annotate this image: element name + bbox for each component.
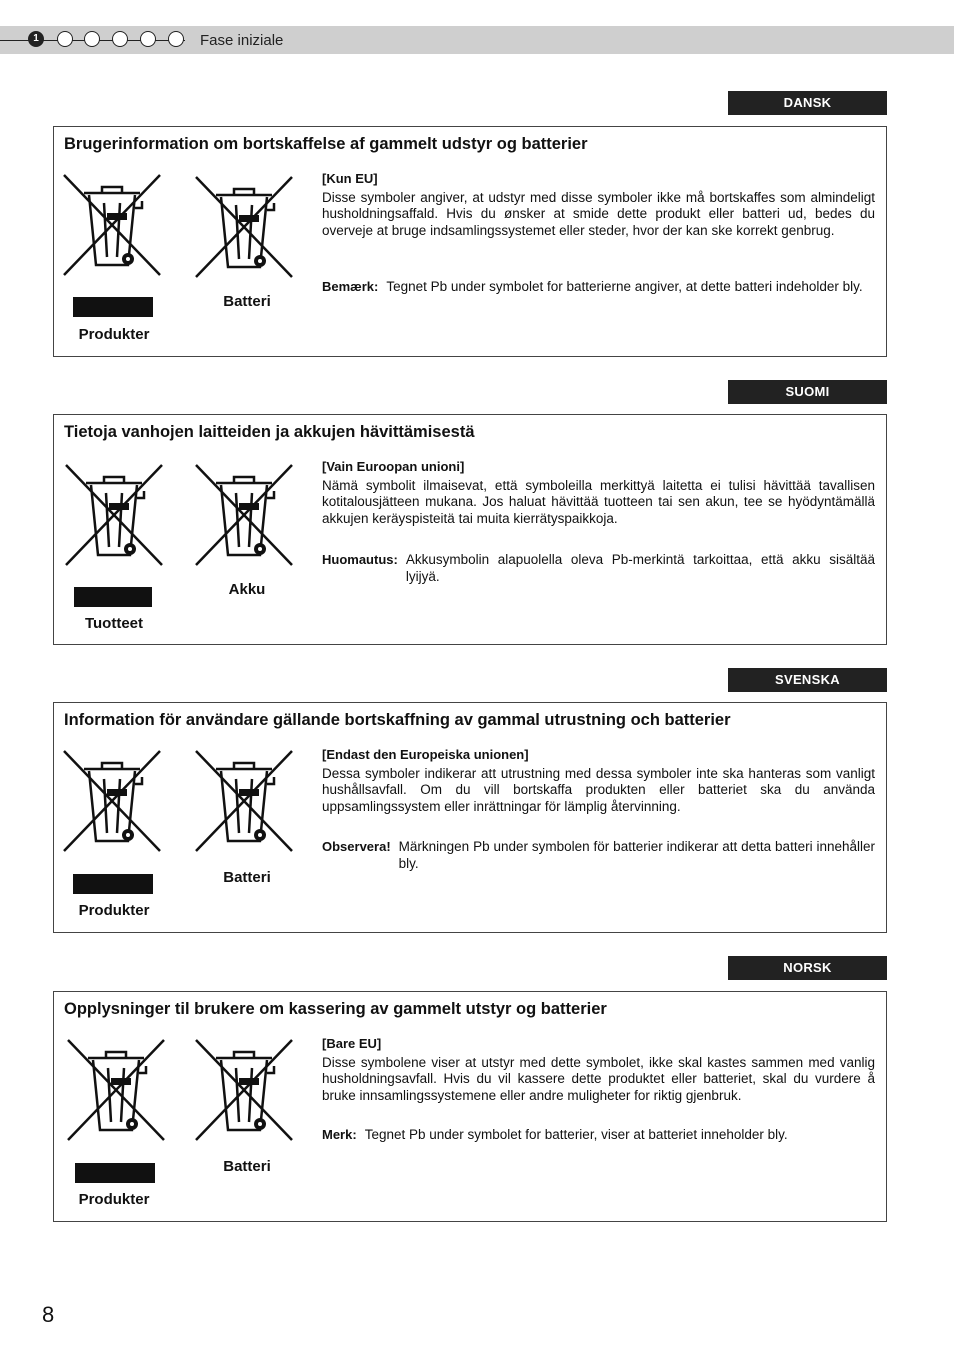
section-title: Tietoja vanhojen laitteiden ja akkujen hävittämisestä — [64, 423, 475, 441]
body-text: Disse symbolene viser at utstyr med dette symbolet, ikke skal kastes sammen med vanlig husholdningsavfall. Hvis du vil kassere dette produktet eller batteriet, skal du vurdere å bruke innsamlingssystemene eller andre muligheter for riktig gjenbruk. — [322, 1054, 875, 1103]
product-marking-bar — [73, 297, 153, 317]
page-number: 8 — [42, 1302, 55, 1327]
region-heading: [Vain Euroopan unioni] — [322, 459, 465, 474]
info-text — [322, 1036, 875, 1104]
language-tab-dansk: DANSK — [728, 91, 887, 115]
crossed-bin-products-icon — [66, 1038, 166, 1143]
header-bar — [0, 26, 954, 54]
battery-caption: Batteri — [223, 869, 271, 886]
note-label: Huomautus: — [322, 552, 398, 567]
section-label: Fase iniziale — [200, 32, 284, 49]
info-text — [322, 171, 875, 239]
battery-caption: Batteri — [223, 293, 271, 310]
info-text — [322, 459, 875, 527]
language-tab-norsk: NORSK — [728, 956, 887, 980]
note-label: Merk: — [322, 1127, 357, 1142]
products-caption: Tuotteet — [84, 615, 144, 632]
step-6-indicator — [168, 31, 184, 47]
note — [322, 839, 875, 872]
product-marking-bar — [73, 874, 153, 894]
info-box-norsk — [53, 991, 887, 1222]
crossed-bin-battery-icon — [194, 1038, 294, 1143]
region-heading: [Bare EU] — [322, 1036, 382, 1051]
products-caption: Produkter — [78, 1191, 150, 1208]
section-title: Opplysninger til brukere om kassering av gammelt utstyr og batterier — [64, 1000, 607, 1018]
crossed-bin-products-icon — [62, 749, 162, 854]
region-heading: [Endast den Europeiska unionen] — [322, 747, 529, 762]
battery-caption: Akku — [228, 581, 266, 598]
step-2-indicator — [57, 31, 73, 47]
battery-caption: Batteri — [223, 1158, 271, 1175]
note-text: Akkusymbolin alapuolella oleva Pb-merkintä tarkoittaa, että akku sisältää lyijyä. — [405, 552, 875, 584]
note-text: Tegnet Pb under symbolet for batterierne angiver, at dette batteri indeholder bly. — [386, 279, 863, 294]
step-5-indicator — [140, 31, 156, 47]
note-label: Observera! — [322, 839, 391, 854]
crossed-bin-products-icon — [64, 463, 164, 568]
body-text: Nämä symbolit ilmaisevat, että symboleilla merkittyä laitetta ei tulisi hävittää tavallisen kotitalousjätteen mukana. Jos haluat hävittää tuotteen tai sen akun, tee se hyödyntämällä akkujen keräyspisteitä tai muita kierrätyspaikkoja. — [322, 477, 875, 526]
product-marking-bar — [75, 1163, 155, 1183]
step-3-indicator — [84, 31, 100, 47]
section-title: Information för användare gällande bortskaffning av gammal utrustning och batterier — [64, 711, 731, 729]
crossed-bin-battery-icon — [194, 463, 294, 568]
products-caption: Produkter — [78, 902, 150, 919]
info-box-suomi — [53, 414, 887, 645]
step-1-indicator: 1 — [28, 31, 44, 47]
crossed-bin-products-icon — [62, 173, 162, 278]
info-box-svenska — [53, 702, 887, 933]
products-caption: Produkter — [78, 326, 150, 343]
section-title: Brugerinformation om bortskaffelse af gammelt udstyr og batterier — [64, 135, 588, 153]
note-label: Bemærk: — [322, 279, 379, 294]
body-text: Dessa symboler indikerar att utrustning med dessa symboler inte ska hanteras som vanligt hushållsavfall. Om du vill bortskaffa produkten eller batteriet ska du använda uppsamlingssystem eller inrättningar för lämplig återvinning. — [322, 765, 875, 814]
note-text: Tegnet Pb under symbolet for batterier, viser at batteriet inneholder bly. — [364, 1127, 788, 1142]
crossed-bin-battery-icon — [194, 175, 294, 280]
language-tab-svenska: SVENSKA — [728, 668, 887, 692]
note — [322, 552, 875, 585]
region-heading: [Kun EU] — [322, 171, 378, 186]
crossed-bin-battery-icon — [194, 749, 294, 854]
note-text: Märkningen Pb under symbolen för batterier indikerar att detta batteri innehåller bly. — [398, 839, 875, 871]
note — [322, 279, 875, 296]
step-4-indicator — [112, 31, 128, 47]
info-text — [322, 747, 875, 815]
language-tab-suomi: SUOMI — [728, 380, 887, 404]
body-text: Disse symboler angiver, at udstyr med disse symboler ikke må bortskaffes som almindeligt husholdningsaffald. Hvis du ønsker at smide dette produkt eller batteri ud, bedes du overveje at bruge indsamlingssystemet eller steder, hvor der kan ske korrekt genbrug. — [322, 189, 875, 238]
product-marking-bar — [74, 587, 152, 607]
note — [322, 1127, 875, 1144]
info-box-dansk — [53, 126, 887, 357]
